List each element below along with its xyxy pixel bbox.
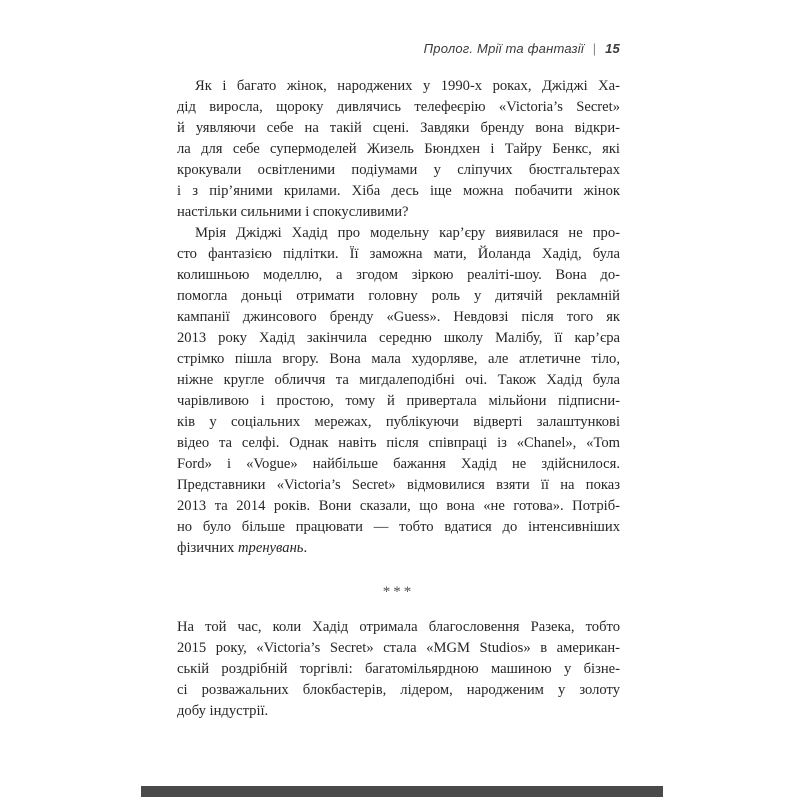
text-line: На той час, коли Хадід отримала благословення Разека, тобто (177, 619, 620, 635)
italic-word: тренувань (238, 540, 304, 556)
text-line: 2013 року Хадід закінчила середню школу Малібу, її кар’єра (177, 330, 620, 346)
text-line: но було більше працювати — тобто вдатися до інтенсивніших (177, 519, 620, 535)
text-line: й уявляючи себе на такій сцені. Завдяки бренду вона відкри- (177, 120, 620, 136)
page-number: 15 (605, 41, 620, 56)
text-line: ніжне кругле обличчя та мигдалеподібні очі. Також Хадід була (177, 372, 620, 388)
text-line: Мрія Джіджі Хадід про модельну кар’єру виявилася не про- (195, 225, 620, 241)
text-line: настільки сильними і спокусливими? (177, 204, 409, 220)
text-line: відео та селфі. Однак навіть після співпраці із «Chanel», «Tom (177, 435, 620, 451)
text-line: сто фантазією підлітки. Її заможна мати, Йоланда Хадід, була (177, 246, 620, 262)
text-line: Як і багато жінок, народжених у 1990-х роках, Джіджі Ха- (195, 78, 620, 94)
chapter-title: Пролог. Мрії та фантазії (423, 41, 584, 56)
text-line: ла для себе супермоделей Жизель Бюндхен і Тайру Бенкс, які (177, 141, 620, 157)
text-line: 2015 року, «Victoria’s Secret» стала «MGM Studios» в американ- (177, 640, 620, 656)
text-line: ській роздрібній торгівлі: багатомільярдною машиною у бізне- (177, 661, 620, 677)
text-line: помогла доньці отримати головну роль у дитячій рекламній (177, 288, 620, 304)
header-separator: | (592, 41, 597, 56)
text-line: ків у соціальних мережах, публікуючи відверті залаштункові (177, 414, 620, 430)
text-line: добу індустрії. (177, 703, 269, 719)
text-segment: фізичних (177, 540, 238, 556)
text-line: 2013 та 2014 років. Вони сказали, що вона «не готова». Потріб- (177, 498, 620, 514)
section-break: *** (382, 584, 415, 600)
page-bottom-bar (141, 786, 663, 797)
text-line: колишньою моделлю, а згодом зіркою реаліті-шоу. Вона до- (177, 267, 620, 283)
text-line: сі розважальних блокбастерів, лідером, народженим у золоту (177, 682, 620, 698)
text-segment: . (303, 540, 308, 556)
text-line: Ford» і «Vogue» найбільше бажання Хадід не здійснилося. (177, 456, 620, 472)
text-line: крокували освітленими подіумами у сліпучих бюстгальтерах (177, 162, 620, 178)
text-line: Представники «Victoria’s Secret» відмовилися взяти її на показ (177, 477, 620, 493)
paragraph-3 (177, 617, 620, 722)
paragraph-2 (177, 223, 620, 559)
text-line: стрімко пішла вгору. Вона мала худорляве, але атлетичне тіло, (177, 351, 620, 367)
paragraph-1 (177, 76, 620, 223)
text-line (177, 538, 620, 559)
running-head (177, 41, 620, 56)
text-line: кампанії джинсового бренду «Guess». Невдовзі після того як (177, 309, 620, 325)
text-line: чарівливою і простою, тому й привертала мільйони підписни- (177, 393, 620, 409)
text-line: і з пір’яними крилами. Хіба десь іще можна побачити жінок (177, 183, 620, 199)
body-text (177, 76, 620, 722)
text-line: дід виросла, щороку дивлячись телефеєрію «Victoria’s Secret» (177, 99, 620, 115)
